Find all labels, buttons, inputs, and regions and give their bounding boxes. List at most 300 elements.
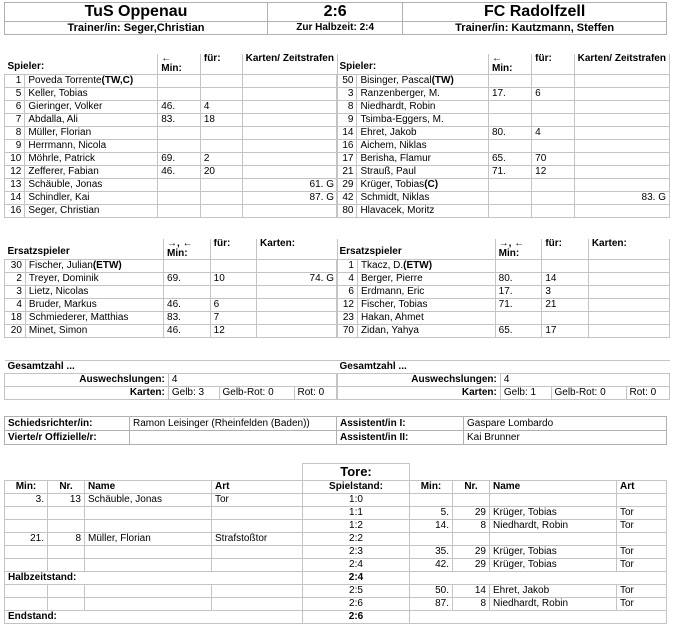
away-goal-minute: 14. — [410, 520, 453, 533]
home-goal-number — [48, 507, 85, 520]
sub-for-number: 12 — [210, 325, 256, 338]
player-name: Minet, Simon — [28, 325, 88, 336]
sub-minute: 65. — [488, 153, 531, 166]
player-name: Hakan, Ahmet — [360, 312, 424, 323]
player-name-cell — [25, 101, 158, 114]
player-number: 14 — [5, 192, 25, 205]
player-row — [5, 101, 338, 114]
sub-for-number — [200, 88, 242, 101]
player-name-cell — [357, 127, 489, 140]
sub-minute: 69. — [158, 153, 201, 166]
away-bench — [336, 239, 670, 338]
player-row — [5, 273, 338, 286]
player-role-tag: (C) — [424, 179, 439, 190]
player-row — [337, 260, 670, 273]
player-name: Zidan, Yahya — [360, 325, 419, 336]
player-name-cell — [25, 192, 158, 205]
sub-minute: 69. — [164, 273, 211, 286]
card-entry — [242, 114, 337, 127]
home-bench — [4, 239, 338, 338]
home-goal-minute — [5, 507, 48, 520]
player-number: 1 — [337, 260, 358, 273]
player-name-cell — [357, 179, 489, 192]
sub-minute — [488, 179, 531, 192]
player-name-cell — [357, 140, 489, 153]
player-name-cell — [357, 260, 495, 273]
away-goal-scorer: Krüger, Tobias — [490, 546, 617, 559]
card-entry — [574, 75, 669, 88]
home-goal-scorer — [85, 520, 212, 533]
player-number: 2 — [5, 273, 26, 286]
player-name: Herrmann, Nicola — [28, 140, 107, 151]
player-name: Schäuble, Jonas — [28, 179, 103, 190]
cards-heading: Karten: — [257, 239, 338, 260]
home-goal-scorer — [85, 585, 212, 598]
sub-minute — [164, 260, 211, 273]
player-name-cell — [357, 325, 495, 338]
player-name: Krüger, Tobias — [360, 179, 425, 190]
player-name: Ehret, Jakob — [360, 127, 417, 138]
player-row — [337, 179, 670, 192]
player-number: 8 — [5, 127, 25, 140]
sub-minute: 46. — [158, 166, 201, 179]
away-goal-minute: 35. — [410, 546, 453, 559]
fourth-official-name — [130, 431, 337, 445]
home-goal-scorer — [85, 546, 212, 559]
away-coach: Trainer/in: Kautzmann, Steffen — [403, 22, 667, 35]
min-heading: ← Min: — [158, 54, 201, 75]
home-team-name: TuS Oppenau — [5, 3, 268, 22]
sub-for-number: 4 — [200, 101, 242, 114]
goal-min-heading: Min: — [5, 481, 48, 494]
player-number: 16 — [337, 140, 357, 153]
home-red: Rot: 0 — [294, 387, 337, 400]
player-name: Zefferer, Fabian — [28, 166, 99, 177]
player-number: 9 — [5, 140, 25, 153]
player-name-cell — [25, 260, 163, 273]
player-row — [5, 75, 338, 88]
sub-for-number: 12 — [532, 166, 574, 179]
goals-table — [4, 463, 667, 624]
player-name-cell — [357, 205, 489, 218]
sub-for-number: 6 — [532, 88, 574, 101]
card-entry — [574, 127, 669, 140]
card-entry — [574, 179, 669, 192]
away-goal-type: Tor — [617, 546, 667, 559]
player-number: 4 — [5, 299, 26, 312]
cards-total-label: Karten: — [337, 387, 501, 400]
goal-row — [5, 507, 667, 520]
card-entry — [574, 88, 669, 101]
sub-for-number — [200, 140, 242, 153]
player-name: Lietz, Nicolas — [28, 286, 89, 297]
away-goal-type: Tor — [617, 585, 667, 598]
sub-minute — [158, 205, 201, 218]
card-entry — [588, 325, 669, 338]
away-goal-scorer — [490, 494, 617, 507]
home-goal-number: 8 — [48, 533, 85, 546]
home-goal-number — [48, 520, 85, 533]
away-team-name: FC Radolfzell — [403, 3, 667, 22]
away-goal-type: Tor — [617, 559, 667, 572]
home-goal-type: Strafstoßtor — [212, 533, 303, 546]
card-entry — [588, 312, 669, 325]
officials-table — [4, 416, 667, 445]
sub-for-number — [542, 312, 589, 325]
player-role-tag: (ETW) — [403, 260, 433, 271]
player-number: 9 — [337, 114, 357, 127]
goal-row — [5, 533, 667, 546]
card-entry — [574, 101, 669, 114]
player-name-cell — [25, 299, 163, 312]
card-entry: 61. G — [242, 179, 337, 192]
player-name-cell — [25, 127, 158, 140]
assistant2-name: Kai Brunner — [464, 431, 667, 445]
home-subs-table — [4, 239, 338, 338]
player-row — [5, 140, 338, 153]
sub-minute — [488, 192, 531, 205]
sub-minute — [488, 75, 531, 88]
sub-for-number — [532, 140, 574, 153]
player-name-cell — [25, 286, 163, 299]
player-number: 6 — [337, 286, 358, 299]
sub-for-number — [532, 205, 574, 218]
home-goal-type — [212, 585, 303, 598]
player-row — [337, 101, 670, 114]
home-goal-scorer: Schäuble, Jonas — [85, 494, 212, 507]
sub-minute — [488, 114, 531, 127]
player-name: Strauß, Paul — [360, 166, 417, 177]
player-number: 5 — [5, 88, 25, 101]
subs-heading: Ersatzspieler — [5, 239, 164, 260]
card-entry — [588, 273, 669, 286]
player-name-cell — [357, 101, 489, 114]
sub-minute: 80. — [495, 273, 542, 286]
player-row — [5, 153, 338, 166]
away-goal-scorer: Krüger, Tobias — [490, 559, 617, 572]
player-row — [337, 325, 670, 338]
player-name-cell — [25, 153, 158, 166]
player-name: Ranzenberger, M. — [360, 88, 440, 99]
player-row — [5, 114, 338, 127]
for-heading: für: — [542, 239, 589, 260]
player-number: 70 — [337, 325, 358, 338]
goal-row — [5, 559, 667, 572]
player-row — [337, 205, 670, 218]
player-name-cell — [25, 166, 158, 179]
card-entry — [242, 140, 337, 153]
player-number: 8 — [337, 101, 357, 114]
card-entry — [257, 260, 338, 273]
player-name-cell — [357, 114, 489, 127]
player-name: Aichem, Niklas — [360, 140, 427, 151]
card-entry — [588, 299, 669, 312]
sub-minute: 80. — [488, 127, 531, 140]
player-role-tag: (TW) — [431, 75, 454, 86]
final-label: Endstand: — [5, 611, 303, 624]
player-name: Tkacz, D. — [360, 260, 404, 271]
sub-for-number: 18 — [200, 114, 242, 127]
player-name: Fischer, Tobias — [360, 299, 428, 310]
player-row — [337, 273, 670, 286]
away-starters-table — [336, 54, 670, 218]
player-name-cell — [357, 299, 495, 312]
away-goal-minute: 5. — [410, 507, 453, 520]
sub-minute: 83. — [164, 312, 211, 325]
sub-minute — [495, 260, 542, 273]
goal-min-heading: Min: — [410, 481, 453, 494]
home-goal-minute — [5, 559, 48, 572]
home-goal-scorer — [85, 559, 212, 572]
player-name-cell — [357, 192, 489, 205]
card-entry — [588, 286, 669, 299]
away-goal-minute: 42. — [410, 559, 453, 572]
player-name: Müller, Florian — [28, 127, 92, 138]
player-name-cell — [25, 312, 163, 325]
home-goal-minute: 21. — [5, 533, 48, 546]
card-entry — [242, 75, 337, 88]
player-number: 3 — [337, 88, 357, 101]
sub-for-number — [532, 192, 574, 205]
home-goal-minute — [5, 520, 48, 533]
away-lineup — [336, 54, 670, 218]
player-row — [337, 88, 670, 101]
min-heading: →, ← Min: — [164, 239, 211, 260]
assistant1-label: Assistent/in I: — [337, 417, 464, 431]
card-entry — [242, 166, 337, 179]
card-entry: 87. G — [242, 192, 337, 205]
sub-minute: 71. — [495, 299, 542, 312]
player-name: Fischer, Julian — [28, 260, 93, 271]
home-coach: Trainer/in: Seger,Christian — [5, 22, 268, 35]
fourth-official-label: Vierte/r Offizielle/r: — [5, 431, 130, 445]
away-goal-scorer — [490, 533, 617, 546]
goals-title: Tore: — [303, 464, 410, 481]
player-number: 12 — [337, 299, 358, 312]
player-number: 1 — [5, 75, 25, 88]
player-name-cell — [357, 273, 495, 286]
card-entry — [242, 127, 337, 140]
player-name-cell — [357, 153, 489, 166]
home-goal-minute: 3. — [5, 494, 48, 507]
player-number: 16 — [5, 205, 25, 218]
away-goal-type — [617, 533, 667, 546]
cards-total-label: Karten: — [5, 387, 169, 400]
goal-running-score: 2:4 — [303, 559, 410, 572]
player-name: Erdmann, Eric — [360, 286, 425, 297]
player-name: Gieringer, Volker — [28, 101, 103, 112]
sub-for-number — [200, 75, 242, 88]
player-name-cell — [25, 114, 158, 127]
player-name-cell — [25, 325, 163, 338]
sub-for-number — [210, 260, 256, 273]
home-goal-number — [48, 559, 85, 572]
away-goal-scorer: Krüger, Tobias — [490, 507, 617, 520]
player-row — [5, 88, 338, 101]
player-name-cell — [25, 179, 158, 192]
player-row — [5, 325, 338, 338]
card-entry — [242, 88, 337, 101]
player-row — [337, 114, 670, 127]
goal-nr-heading: Nr. — [453, 481, 490, 494]
min-heading: →, ← Min: — [495, 239, 542, 260]
player-number: 21 — [337, 166, 357, 179]
sub-for-number — [532, 114, 574, 127]
halftime-score: Zur Halbzeit: 2:4 — [267, 22, 402, 35]
sub-for-number: 20 — [200, 166, 242, 179]
card-entry — [257, 312, 338, 325]
away-goal-type: Tor — [617, 598, 667, 611]
away-goal-number: 29 — [453, 546, 490, 559]
home-goal-scorer — [85, 507, 212, 520]
home-subs-count: 4 — [168, 374, 337, 387]
away-subs-table — [336, 239, 670, 338]
sub-minute — [158, 88, 201, 101]
player-name-cell — [357, 286, 495, 299]
player-row — [5, 286, 338, 299]
player-row — [5, 166, 338, 179]
player-role-tag: (ETW) — [92, 260, 122, 271]
away-goal-number: 29 — [453, 559, 490, 572]
card-entry — [242, 101, 337, 114]
halftime-label: Halbzeitstand: — [5, 572, 303, 585]
player-row — [5, 179, 338, 192]
player-row — [337, 166, 670, 179]
sub-minute: 46. — [164, 299, 211, 312]
for-heading: für: — [210, 239, 256, 260]
away-goal-type — [617, 494, 667, 507]
goal-score-heading: Spielstand: — [303, 481, 410, 494]
home-goal-type — [212, 559, 303, 572]
sub-minute — [164, 286, 211, 299]
sub-minute — [488, 205, 531, 218]
card-entry — [574, 205, 669, 218]
goal-running-score: 2:5 — [303, 585, 410, 598]
sub-minute — [158, 140, 201, 153]
players-heading: Spieler: — [337, 54, 489, 75]
match-score: 2:6 — [267, 3, 402, 22]
player-number: 42 — [337, 192, 357, 205]
home-goal-type: Tor — [212, 494, 303, 507]
sub-for-number: 70 — [532, 153, 574, 166]
sub-minute — [158, 75, 201, 88]
player-number: 4 — [337, 273, 358, 286]
home-yellow: Gelb: 3 — [168, 387, 219, 400]
home-goal-type — [212, 507, 303, 520]
cards-heading: Karten: — [588, 239, 669, 260]
player-name: Niedhardt, Robin — [360, 101, 436, 112]
card-entry — [574, 140, 669, 153]
player-number: 6 — [5, 101, 25, 114]
card-entry — [574, 153, 669, 166]
home-goal-scorer: Müller, Florian — [85, 533, 212, 546]
assistant2-label: Assistent/in II: — [337, 431, 464, 445]
card-entry — [242, 153, 337, 166]
sub-for-number — [532, 101, 574, 114]
subs-count-label: Auswechslungen: — [5, 374, 169, 387]
players-heading: Spieler: — [5, 54, 158, 75]
player-name-cell — [357, 88, 489, 101]
away-subs-count: 4 — [500, 374, 669, 387]
home-starters-table — [4, 54, 338, 218]
goal-row — [5, 598, 667, 611]
player-number: 12 — [5, 166, 25, 179]
player-name-cell — [25, 140, 158, 153]
player-name: Berisha, Flamur — [360, 153, 432, 164]
player-name-cell — [25, 205, 158, 218]
home-goal-number — [48, 598, 85, 611]
player-row — [337, 153, 670, 166]
player-name: Tsimba-Eggers, M. — [360, 114, 444, 125]
player-row — [5, 192, 338, 205]
card-entry — [257, 325, 338, 338]
card-entry: 74. G — [257, 273, 338, 286]
sub-for-number — [532, 179, 574, 192]
sub-for-number — [200, 192, 242, 205]
home-yellowred: Gelb-Rot: 0 — [219, 387, 294, 400]
away-goal-type: Tor — [617, 520, 667, 533]
goal-art-heading: Art — [617, 481, 667, 494]
away-goal-scorer: Niedhardt, Robin — [490, 520, 617, 533]
goal-running-score: 1:2 — [303, 520, 410, 533]
away-goal-number: 8 — [453, 520, 490, 533]
card-entry: 83. G — [574, 192, 669, 205]
card-entry — [257, 299, 338, 312]
sub-for-number: 2 — [200, 153, 242, 166]
player-number: 80 — [337, 205, 357, 218]
sub-for-number — [210, 286, 256, 299]
away-goal-minute: 87. — [410, 598, 453, 611]
card-entry — [574, 114, 669, 127]
player-row — [337, 140, 670, 153]
player-name: Schindler, Kai — [28, 192, 90, 203]
halftime-score-value: 2:4 — [303, 572, 410, 585]
away-goal-minute — [410, 533, 453, 546]
sub-for-number — [200, 205, 242, 218]
home-goal-scorer — [85, 598, 212, 611]
away-goal-scorer: Ehret, Jakob — [490, 585, 617, 598]
home-goal-type — [212, 546, 303, 559]
sub-for-number — [532, 75, 574, 88]
home-goal-minute — [5, 585, 48, 598]
sub-minute — [158, 192, 201, 205]
player-row — [337, 75, 670, 88]
player-name-cell — [357, 166, 489, 179]
sub-for-number — [200, 179, 242, 192]
sub-for-number: 17 — [542, 325, 589, 338]
player-name-cell — [25, 273, 163, 286]
goal-nr-heading: Nr. — [48, 481, 85, 494]
sub-for-number — [542, 260, 589, 273]
sub-for-number: 14 — [542, 273, 589, 286]
player-name: Schmidt, Niklas — [360, 192, 430, 203]
player-row — [5, 299, 338, 312]
player-number: 50 — [337, 75, 357, 88]
player-number: 20 — [5, 325, 26, 338]
card-entry — [242, 205, 337, 218]
cards-heading: Karten/ Zeitstrafen — [574, 54, 669, 75]
sub-for-number: 21 — [542, 299, 589, 312]
sub-minute: 71. — [488, 166, 531, 179]
player-name-cell — [357, 75, 489, 88]
player-role-tag: (TW,C) — [101, 75, 134, 86]
player-number: 17 — [337, 153, 357, 166]
player-name: Seger, Christian — [28, 205, 100, 216]
sub-minute: 83. — [158, 114, 201, 127]
home-goal-minute — [5, 598, 48, 611]
sub-for-number: 3 — [542, 286, 589, 299]
card-entry — [588, 260, 669, 273]
